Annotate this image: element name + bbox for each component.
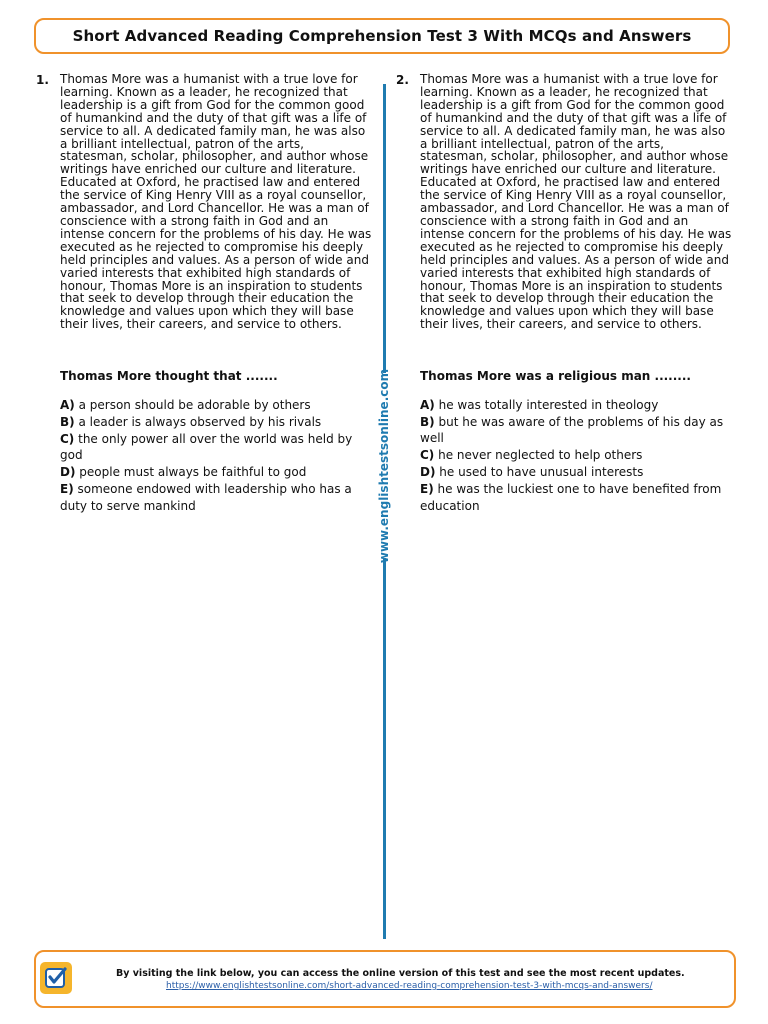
option-letter: B) <box>60 415 75 430</box>
option-text: he was the luckiest one to have benefited from education <box>420 482 722 513</box>
title-banner <box>34 18 730 54</box>
answer-option-b[interactable] <box>420 414 732 447</box>
question-1 <box>36 72 372 514</box>
option-text: but he was aware of the problems of his day as well <box>420 415 724 446</box>
option-letter: D) <box>60 465 76 480</box>
option-text: people must always be faithful to god <box>79 465 307 480</box>
option-letter: E) <box>420 482 434 497</box>
option-letter: C) <box>420 448 435 463</box>
option-text: a person should be adorable by others <box>78 398 311 413</box>
answer-option-c[interactable] <box>60 431 372 464</box>
option-text: a leader is always observed by his rivals <box>78 415 322 430</box>
option-text: he used to have unusual interests <box>439 465 644 480</box>
answer-option-e[interactable] <box>60 481 372 514</box>
footer-message: By visiting the link below, you can access the online version of this test and see the most recent updates. <box>116 968 685 979</box>
option-letter: C) <box>60 431 75 446</box>
option-letter: B) <box>420 415 435 430</box>
question-number: 2. <box>396 73 409 87</box>
site-watermark: www.englishtestsonline.com <box>377 368 392 563</box>
checkbox-icon <box>40 962 72 994</box>
option-text: he never neglected to help others <box>438 448 643 463</box>
footer-banner <box>34 950 736 1008</box>
answer-option-a[interactable] <box>420 397 732 413</box>
option-letter: D) <box>420 465 436 480</box>
question-prompt: Thomas More was a religious man ........ <box>420 369 691 384</box>
answer-option-e[interactable] <box>420 481 732 514</box>
answer-option-b[interactable] <box>60 414 372 430</box>
answer-option-d[interactable] <box>60 464 372 480</box>
watermark-container <box>375 368 394 563</box>
option-text: he was totally interested in theology <box>438 398 659 413</box>
reading-passage: Thomas More was a humanist with a true love for learning. Known as a leader, he recognized that leadership is a gift from God for the common good of humankind and the duty of that gift was a life of service to all. A dedicated family man, he was also a brilliant intellectual, patron of the arts, statesman, scholar, philosopher, and author whose writings have enriched our culture and literature. Educated at Oxford, he practised law and entered the service of King Henry VIII as a royal counsellor, ambassador, and Lord Chancellor. He was a man of conscience with a strong faith in God and an intense concern for the problems of his day. He was executed as he rejected to compromise his deeply held principles and values. As a person of wide and varied interests that exhibited high standards of honour, Thomas More is an inspiration to students that seek to develop through their education the knowledge and values upon which they will base their lives, their careers, and service to others. <box>420 72 732 332</box>
option-letter: A) <box>420 398 435 413</box>
reading-passage: Thomas More was a humanist with a true love for learning. Known as a leader, he recognized that leadership is a gift from God for the common good of humankind and the duty of that gift was a life of service to all. A dedicated family man, he was also a brilliant intellectual, patron of the arts, statesman, scholar, philosopher, and author whose writings have enriched our culture and literature. Educated at Oxford, he practised law and entered the service of King Henry VIII as a royal counsellor, ambassador, and Lord Chancellor. He was a man of conscience with a strong faith in God and an intense concern for the problems of his day. He was executed as he rejected to compromise his deeply held principles and values. As a person of wide and varied interests that exhibited high standards of honour, Thomas More is an inspiration to students that seek to develop through their education the knowledge and values upon which they will base their lives, their careers, and service to others. <box>60 72 372 332</box>
answer-option-d[interactable] <box>420 464 732 480</box>
online-test-link[interactable]: https://www.englishtestsonline.com/short-advanced-reading-comprehension-test-3-with-mcqs-and-answers/ <box>166 981 653 991</box>
page-title: Short Advanced Reading Comprehension Test 3 With MCQs and Answers <box>72 27 692 45</box>
option-letter: A) <box>60 398 75 413</box>
option-text: someone endowed with leadership who has a duty to serve mankind <box>60 482 352 513</box>
option-text: the only power all over the world was held by god <box>60 431 353 463</box>
answer-option-a[interactable] <box>60 397 372 413</box>
answer-option-c[interactable] <box>420 447 732 463</box>
question-2 <box>396 72 732 514</box>
option-letter: E) <box>60 482 74 497</box>
question-number: 1. <box>36 73 49 87</box>
question-prompt: Thomas More thought that ....... <box>60 369 278 384</box>
